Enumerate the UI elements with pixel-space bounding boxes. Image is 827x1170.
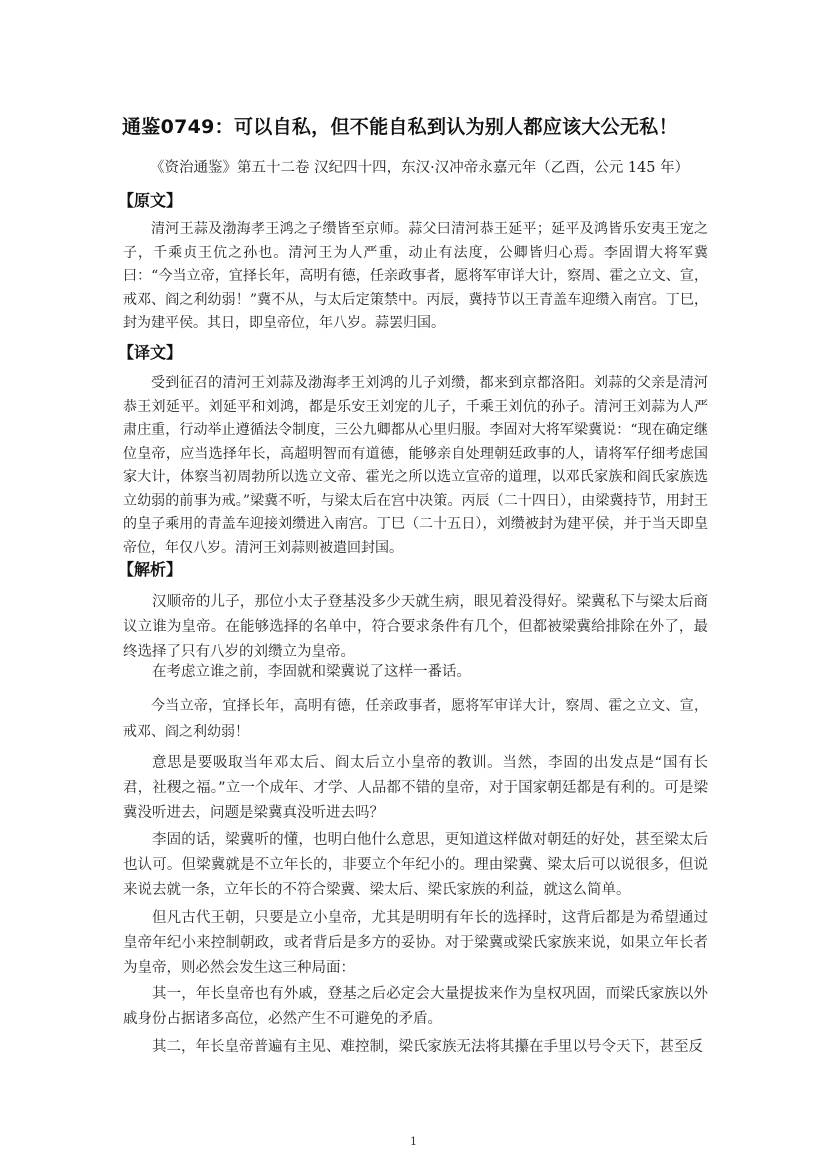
- analysis-paragraph: 在考虑立谁之前，李固就和梁冀说了这样一番话。: [152, 664, 471, 680]
- page-title: 通鉴0749：可以自私，但不能自私到认为别人都应该大公无私！: [122, 116, 678, 138]
- analysis-paragraph: 汉顺帝的儿子，那位小太子登基没多少天就生病，眼见着没得好。梁冀私下与梁太后商议立谁为皇帝。在能够选择的名单中，符合要求条件有几个，但都被梁冀给排除在外了，最终选择了只有八岁的刘缵立为皇帝。: [123, 594, 708, 660]
- original-text: 清河王蒜及渤海孝王鸿之子缵皆至京师。蒜父曰清河恭王延平；延平及鸿皆乐安夷王宠之子，千乘贞王伉之孙也。清河王为人严重，动止有法度，公卿皆归心焉。李固谓大将军冀曰：“今当立帝，宜择长年，高明有德，任亲政事者，愿将军审详大计，察周、霍之立文、宣，戒邓、阎之利幼弱！”冀不从，与太后定策禁中。丙辰，冀持节以王青盖车迎缵入南宫。丁巳，封为建平侯。其日，即皇帝位，年八岁。蒜罢归国。: [123, 221, 708, 331]
- analysis-paragraph: 其一，年长皇帝也有外戚，登基之后必定会大量提拔来作为皇权巩固，而梁氏家族以外戚身份占据诸多高位，必然产生不可避免的矛盾。: [123, 986, 708, 1027]
- analysis-paragraph: 其二，年长皇帝普遍有主见、难控制，梁氏家族无法将其攥在手里以号令天下，甚至反: [152, 1039, 703, 1055]
- analysis-paragraph: 李固的话，梁冀听的懂，也明白他什么意思，更知道这样做对朝廷的好处，甚至梁太后也认可。但梁冀就是不立年长的，非要立个年纪小的。理由梁冀、梁太后可以说很多，但说来说去就一条，立年长的不符合梁冀、梁太后、梁氏家族的利益，就这么简单。: [123, 832, 708, 898]
- section-heading-translation: 【译文】: [118, 343, 183, 362]
- page-subtitle: 《资治通鉴》第五十二卷 汉纪四十四，东汉·汉冲帝永嘉元年（乙酉，公元 145 年）: [150, 160, 690, 176]
- translation-text: 受到征召的清河王刘蒜及渤海孝王刘鸿的儿子刘缵，都来到京都洛阳。刘蒜的父亲是清河恭王刘延平。刘延平和刘鸿，都是乐安王刘宠的儿子，千乘王刘伉的孙子。清河王刘蒜为人严肃庄重，行动举止遵循法令制度，三公九卿都从心里归服。李固对大将军梁冀说：“现在确定继位皇帝，应当选择年长，高超明智而有道德，能够亲自处理朝廷政事的人，请将军仔细考虑国家大计，体察当初周勃所以选立文帝、霍光之所以选立宣帝的道理，以邓氏家族和阎氏家族选立幼弱的前事为戒。”梁冀不听，与梁太后在宫中决策。丙辰（二十四日），由梁冀持节，用封王的皇子乘用的青盖车迎接刘缵进入南宫。丁巳（二十五日），刘缵被封为建平侯，并于当天即皇帝位，年仅八岁。清河王刘蒜则被遣回封国。: [123, 375, 708, 556]
- analysis-paragraph: 但凡古代王朝，只要是立小皇帝，尤其是明明有年长的选择时，这背后都是为希望通过皇帝年纪小来控制朝政，或者背后是多方的妥协。对于梁冀或梁氏家族来说，如果立年长者为皇帝，则必然会发生这三种局面：: [123, 910, 708, 976]
- analysis-quote: 今当立帝，宜择长年，高明有德，任亲政事者，愿将军审详大计，察周、霍之立文、宣，戒邓、阎之利幼弱！: [123, 698, 708, 740]
- section-heading-analysis: 【解析】: [118, 560, 183, 579]
- section-heading-original: 【原文】: [118, 191, 183, 210]
- page-number: 1: [410, 1135, 417, 1148]
- analysis-paragraph: 意思是要吸取当年邓太后、阎太后立小皇帝的教训。当然，李固的出发点是“国有长君，社稷之福。”立一个成年、才学、人品都不错的皇帝，对于国家朝廷都是有利的。可是梁冀没听进去，问题是梁冀真没听进去吗？: [123, 755, 708, 821]
